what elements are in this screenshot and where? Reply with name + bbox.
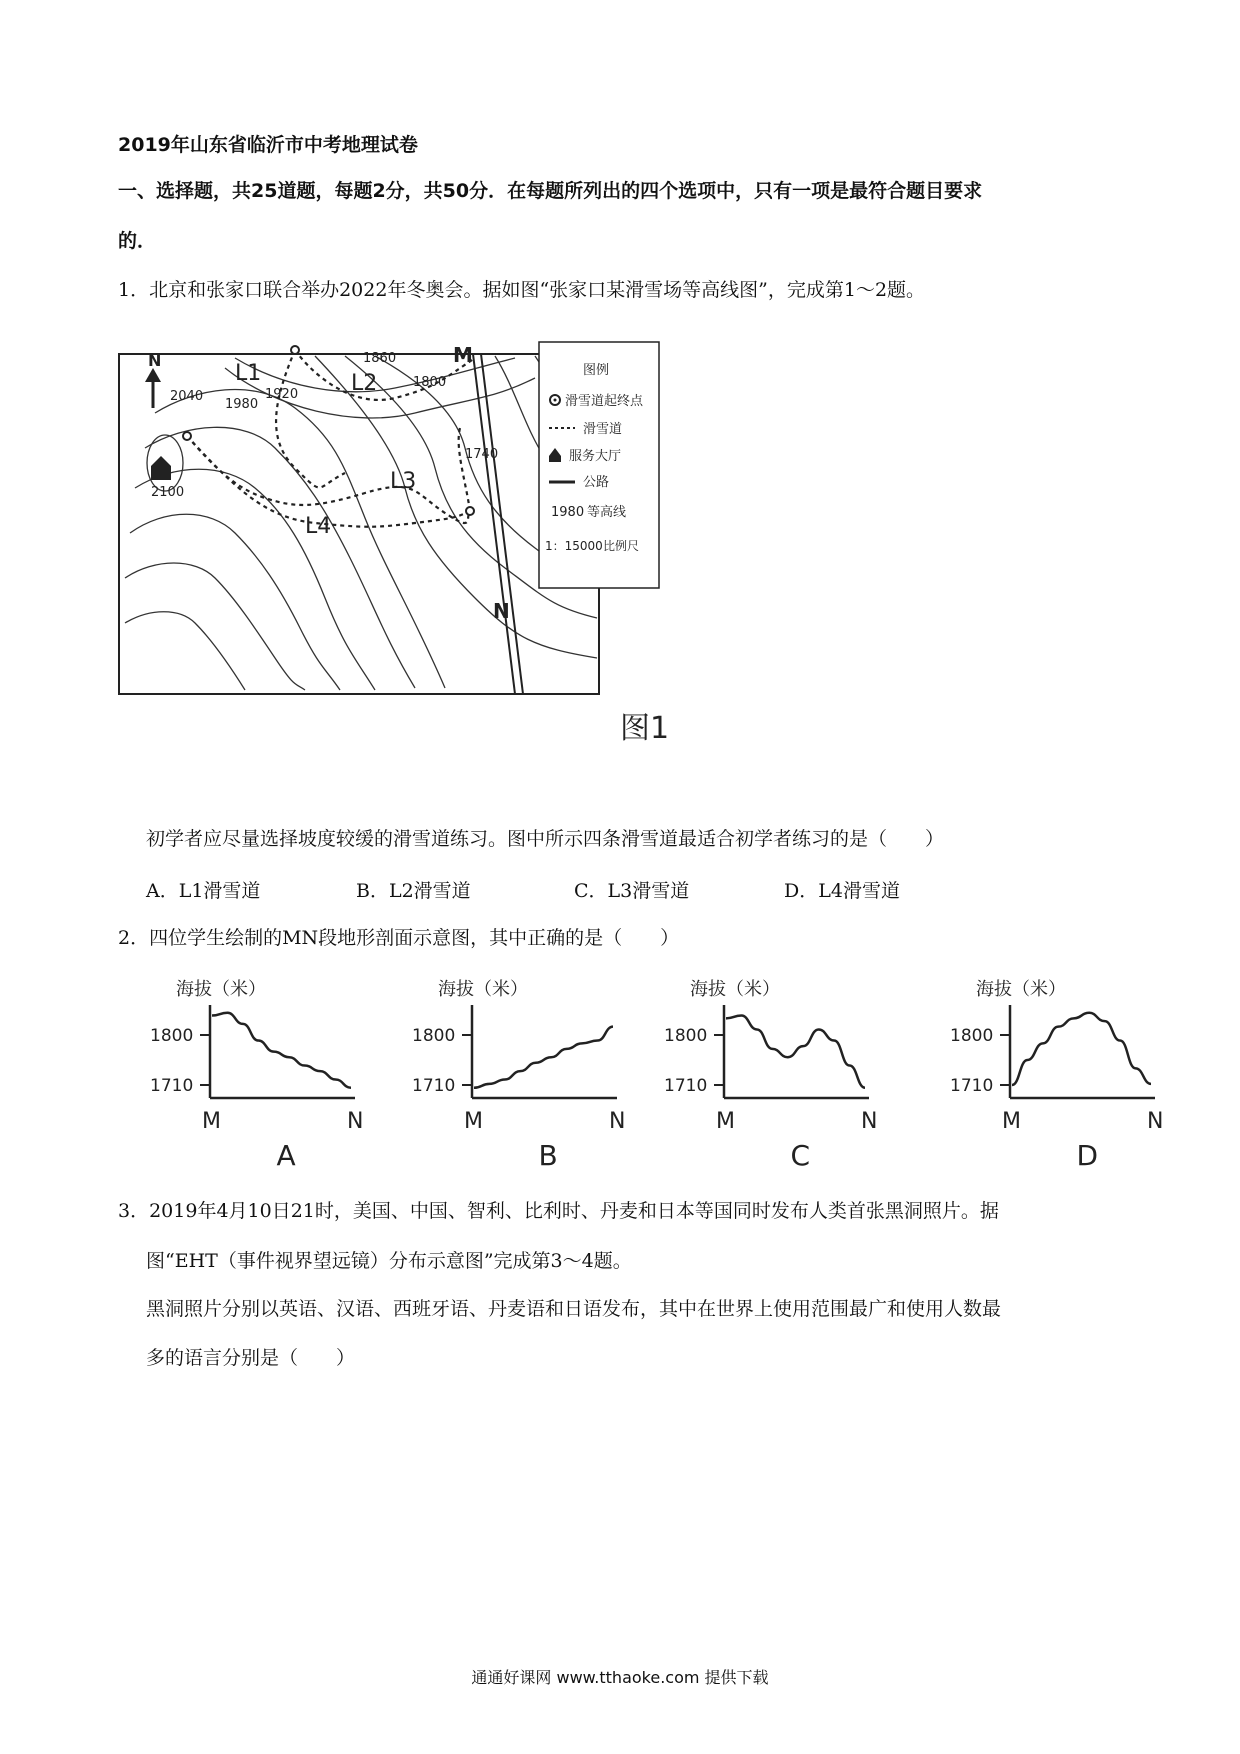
profile-charts (150, 965, 1230, 1180)
q1-intro: 1．北京和张家口联合举办2022年冬奥会。据如图“张家口某滑雪场等高线图”，完成第1～2题。 (118, 279, 926, 301)
contour-labels (151, 351, 498, 500)
profile-m-label: M (716, 1109, 735, 1134)
contour-1740: 1740 (465, 447, 499, 462)
run-label-l1: L1 (235, 361, 262, 386)
contour-map-figure (115, 318, 805, 758)
service-hall-icon (151, 456, 171, 480)
profile-m-label: M (202, 1109, 221, 1134)
point-m-label: M (453, 343, 473, 367)
profile-letter-d: D (1076, 1139, 1099, 1172)
profile-ytick: 1800 (150, 1026, 194, 1046)
run-label-l3: L3 (390, 469, 417, 494)
north-arrow-icon (145, 351, 161, 408)
profile-letter-a: A (276, 1139, 296, 1172)
profile-ytick: 1710 (950, 1076, 994, 1096)
legend-run: 滑雪道 (583, 422, 623, 437)
profile-ytick: 1800 (412, 1026, 456, 1046)
point-n-label: N (493, 599, 510, 623)
contour-1980: 1980 (225, 397, 259, 412)
road-line-1 (473, 354, 515, 694)
section-heading: 一、选择题，共25道题，每题2分，共50分．在每题所列出的四个选项中，只有一项是最符合题目要求 (118, 180, 983, 202)
paper-title: 2019年山东省临沂市中考地理试卷 (118, 134, 418, 156)
legend-contour-sample: 1980 (551, 505, 585, 520)
legend-contour: 等高线 (587, 505, 627, 520)
contour-lines (125, 356, 598, 690)
north-label: N (148, 351, 162, 370)
profile-ylabel: 海拔（米） (976, 979, 1066, 1000)
q3-line-3: 黑洞照片分别以英语、汉语、西班牙语、丹麦语和日语发布，其中在世界上使用范围最广和使用人数最 (146, 1298, 1002, 1320)
profile-ylabel: 海拔（米） (176, 979, 266, 1000)
profile-ylabel: 海拔（米） (690, 979, 780, 1000)
profile-m-label: M (464, 1109, 483, 1134)
profile-ytick: 1800 (664, 1026, 708, 1046)
profile-ytick: 1710 (412, 1076, 456, 1096)
contour-2100: 2100 (151, 485, 185, 500)
run-label-l2: L2 (351, 371, 378, 396)
section-heading-cont: 的． (118, 230, 157, 252)
profile-curve-c (726, 1016, 865, 1088)
profile-letter-b: B (538, 1139, 558, 1172)
contour-1860: 1860 (363, 351, 397, 366)
legend-endpoint: 滑雪道起终点 (565, 394, 644, 409)
q3-line-2: 图“EHT（事件视界望远镜）分布示意图”完成第3～4题。 (146, 1250, 632, 1272)
q3-line-1: 3．2019年4月10日21时，美国、中国、智利、比利时、丹麦和日本等国同时发布人类首张黑洞照片。据 (118, 1200, 999, 1222)
profile-n-label: N (609, 1109, 626, 1134)
q1-option-b: B．L2滑雪道 (356, 880, 471, 902)
profile-curve-d (1012, 1013, 1151, 1085)
profile-ylabel: 海拔（米） (438, 979, 528, 1000)
run-label-l4: L4 (305, 514, 332, 539)
q2-stem: 2．四位学生绘制的MN段地形剖面示意图，其中正确的是（ ） (118, 927, 680, 949)
profile-ytick: 1710 (664, 1076, 708, 1096)
legend-scale-value: 1：15000 (545, 539, 603, 553)
profile-n-label: N (861, 1109, 878, 1134)
contour-1800: 1800 (413, 375, 447, 390)
page-footer: 通通好课网 www.tthaoke.com 提供下载 (471, 1668, 769, 1687)
contour-2040: 2040 (170, 389, 204, 404)
contour-1920: 1920 (265, 387, 299, 402)
q1-stem: 初学者应尽量选择坡度较缓的滑雪道练习。图中所示四条滑雪道最适合初学者练习的是（ ） (146, 828, 945, 850)
q1-option-a: A．L1滑雪道 (146, 880, 261, 902)
profile-ytick: 1800 (950, 1026, 994, 1046)
legend-hall: 服务大厅 (569, 449, 622, 464)
map-frame (119, 354, 599, 694)
legend-title: 图例 (583, 363, 610, 378)
q1-option-c: C．L3滑雪道 (574, 880, 690, 902)
profile-ytick: 1710 (150, 1076, 194, 1096)
road-line-2 (481, 354, 523, 694)
q3-line-4: 多的语言分别是（ ） (146, 1347, 356, 1369)
legend-scale: 比例尺 (603, 539, 640, 553)
figure-caption: 图1 (620, 711, 670, 746)
profile-curve-b (474, 1027, 613, 1088)
profile-n-label: N (1147, 1109, 1164, 1134)
q1-option-d: D．L4滑雪道 (784, 880, 900, 902)
profile-m-label: M (1002, 1109, 1021, 1134)
map-legend (539, 342, 659, 588)
profile-letter-c: C (790, 1139, 811, 1172)
profile-curve-a (212, 1013, 351, 1088)
profile-n-label: N (347, 1109, 364, 1134)
legend-road: 公路 (583, 475, 610, 490)
